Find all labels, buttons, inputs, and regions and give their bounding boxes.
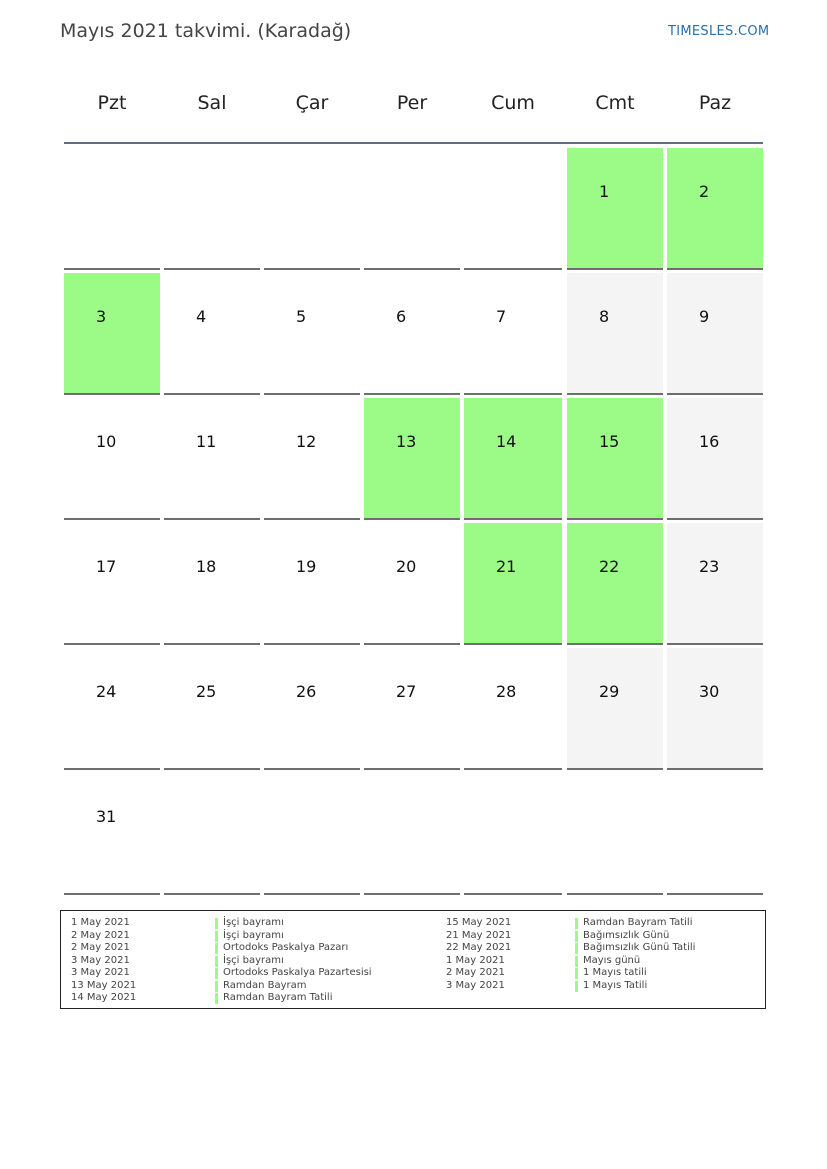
- day-number: 26: [296, 682, 317, 701]
- calendar-day-11[interactable]: [164, 398, 260, 520]
- weekday-label: Pzt: [97, 92, 127, 114]
- legend-row: [71, 980, 423, 993]
- calendar-day-13[interactable]: [364, 398, 460, 520]
- legend-date: 3 May 2021: [71, 954, 130, 966]
- day-number: 9: [699, 307, 710, 326]
- legend-row: [446, 967, 783, 980]
- calendar-cell-empty: [64, 148, 160, 270]
- calendar-day-12[interactable]: [264, 398, 360, 520]
- holiday-color-marker: [215, 943, 218, 954]
- day-number: 28: [496, 682, 517, 701]
- legend-date: 2 May 2021: [71, 929, 130, 941]
- holiday-color-marker: [215, 968, 218, 979]
- day-number: 13: [396, 432, 417, 451]
- calendar-cell-empty: [264, 773, 360, 895]
- day-number: 11: [196, 432, 217, 451]
- legend-holiday-name: 1 Mayıs tatili: [583, 967, 647, 978]
- legend-date: 21 May 2021: [446, 929, 512, 941]
- day-number: 19: [296, 557, 317, 576]
- calendar-day-29[interactable]: [567, 648, 663, 770]
- day-number: 3: [96, 307, 107, 326]
- legend-holiday-name: Ramdan Bayram: [223, 979, 307, 991]
- calendar-day-9[interactable]: [667, 273, 763, 395]
- legend-date: 3 May 2021: [446, 979, 505, 991]
- calendar-day-10[interactable]: [64, 398, 160, 520]
- day-number: 15: [599, 432, 620, 451]
- header-divider: [64, 142, 763, 144]
- calendar-day-30[interactable]: [667, 648, 763, 770]
- legend-row: [71, 942, 423, 955]
- weekday-label: Cum: [491, 92, 535, 114]
- calendar-day-17[interactable]: [64, 523, 160, 645]
- weekday-header: [64, 60, 764, 144]
- holiday-color-marker: [575, 981, 578, 992]
- calendar-day-24[interactable]: [64, 648, 160, 770]
- day-number: 4: [196, 307, 207, 326]
- calendar-day-18[interactable]: [164, 523, 260, 645]
- legend-date: 22 May 2021: [446, 942, 512, 953]
- legend-row: [446, 917, 783, 930]
- calendar-day-7[interactable]: [464, 273, 562, 395]
- day-number: 29: [599, 682, 620, 701]
- day-number: 16: [699, 432, 720, 451]
- calendar-day-14[interactable]: [464, 398, 562, 520]
- holiday-legend: [60, 910, 766, 1009]
- site-link[interactable]: TIMESLES.COM: [668, 24, 770, 39]
- weekday-label: Cmt: [595, 92, 635, 114]
- holiday-color-marker: [575, 968, 578, 979]
- calendar-cell-empty: [567, 773, 663, 895]
- weekday-label: Çar: [295, 92, 329, 114]
- calendar-cell-empty: [164, 773, 260, 895]
- day-number: 10: [96, 432, 117, 451]
- holiday-color-marker: [215, 956, 218, 967]
- legend-date: 2 May 2021: [71, 942, 130, 953]
- calendar-day-3[interactable]: [64, 273, 160, 395]
- legend-holiday-name: Mayıs günü: [583, 954, 641, 966]
- legend-row: [446, 930, 783, 943]
- calendar-day-4[interactable]: [164, 273, 260, 395]
- legend-row: [71, 930, 423, 943]
- legend-holiday-name: Bağımsızlık Günü Tatili: [583, 942, 696, 953]
- day-number: 21: [496, 557, 517, 576]
- weekday-label: Per: [396, 92, 428, 114]
- calendar-day-31[interactable]: [64, 773, 160, 895]
- day-number: 5: [296, 307, 307, 326]
- legend-holiday-name: İşçi bayramı: [223, 917, 284, 928]
- calendar-day-19[interactable]: [264, 523, 360, 645]
- calendar-cell-empty: [364, 773, 460, 895]
- legend-date: 2 May 2021: [446, 967, 505, 978]
- calendar-day-28[interactable]: [464, 648, 562, 770]
- day-number: 30: [699, 682, 720, 701]
- legend-row: [71, 992, 423, 1005]
- legend-row: [71, 917, 423, 930]
- calendar-day-22[interactable]: [567, 523, 663, 645]
- legend-holiday-name: Ortodoks Paskalya Pazartesisi: [223, 967, 372, 978]
- calendar-day-25[interactable]: [164, 648, 260, 770]
- day-number: 6: [396, 307, 407, 326]
- legend-holiday-name: Ortodoks Paskalya Pazarı: [223, 942, 349, 953]
- day-number: 27: [396, 682, 417, 701]
- legend-row: [446, 955, 783, 968]
- legend-row: [446, 980, 783, 993]
- calendar-day-27[interactable]: [364, 648, 460, 770]
- legend-date: 13 May 2021: [71, 979, 137, 991]
- day-number: 20: [396, 557, 417, 576]
- day-number: 1: [599, 182, 610, 201]
- calendar-cell-empty: [667, 773, 763, 895]
- day-number: 23: [699, 557, 720, 576]
- holiday-color-marker: [215, 918, 218, 929]
- day-number: 31: [96, 807, 117, 826]
- calendar-day-26[interactable]: [264, 648, 360, 770]
- legend-date: 1 May 2021: [446, 954, 505, 966]
- day-number: 25: [196, 682, 217, 701]
- calendar-day-15[interactable]: [567, 398, 663, 520]
- day-number: 14: [496, 432, 517, 451]
- holiday-color-marker: [215, 993, 218, 1004]
- legend-row: [71, 967, 423, 980]
- legend-row: [71, 955, 423, 968]
- legend-holiday-name: Bağımsızlık Günü: [583, 929, 670, 941]
- day-number: 7: [496, 307, 507, 326]
- calendar-cell-empty: [364, 148, 460, 270]
- legend-date: 1 May 2021: [71, 917, 130, 928]
- calendar-day-23[interactable]: [667, 523, 763, 645]
- legend-date: 15 May 2021: [446, 917, 512, 928]
- calendar-day-5[interactable]: [264, 273, 360, 395]
- calendar-day-21[interactable]: [464, 523, 562, 645]
- holiday-color-marker: [575, 931, 578, 942]
- page-title: Mayıs 2021 takvimi. (Karadağ): [60, 20, 352, 42]
- weekday-label: Sal: [197, 92, 227, 114]
- calendar-day-1[interactable]: [567, 148, 663, 270]
- holiday-color-marker: [575, 956, 578, 967]
- legend-date: 3 May 2021: [71, 967, 130, 978]
- calendar-cell-empty: [464, 148, 562, 270]
- calendar-day-2[interactable]: [667, 148, 763, 270]
- holiday-color-marker: [215, 931, 218, 942]
- day-number: 24: [96, 682, 117, 701]
- legend-row: [446, 942, 783, 955]
- legend-holiday-name: İşçi bayramı: [223, 954, 284, 966]
- day-number: 8: [599, 307, 610, 326]
- holiday-color-marker: [575, 943, 578, 954]
- legend-holiday-name: Ramdan Bayram Tatili: [223, 992, 333, 1003]
- holiday-color-marker: [215, 981, 218, 992]
- holiday-color-marker: [575, 918, 578, 929]
- legend-holiday-name: İşçi bayramı: [223, 929, 284, 941]
- day-number: 22: [599, 557, 620, 576]
- day-number: 2: [699, 182, 710, 201]
- legend-holiday-name: 1 Mayıs Tatili: [583, 979, 648, 991]
- calendar-day-6[interactable]: [364, 273, 460, 395]
- calendar-cell-empty: [464, 773, 562, 895]
- calendar-day-16[interactable]: [667, 398, 763, 520]
- legend-date: 14 May 2021: [71, 992, 137, 1003]
- calendar-cell-empty: [164, 148, 260, 270]
- day-number: 17: [96, 557, 117, 576]
- legend-holiday-name: Ramdan Bayram Tatili: [583, 917, 693, 928]
- calendar-cell-empty: [264, 148, 360, 270]
- calendar-day-20[interactable]: [364, 523, 460, 645]
- weekday-label: Paz: [698, 92, 732, 114]
- day-number: 18: [196, 557, 217, 576]
- calendar-day-8[interactable]: [567, 273, 663, 395]
- day-number: 12: [296, 432, 317, 451]
